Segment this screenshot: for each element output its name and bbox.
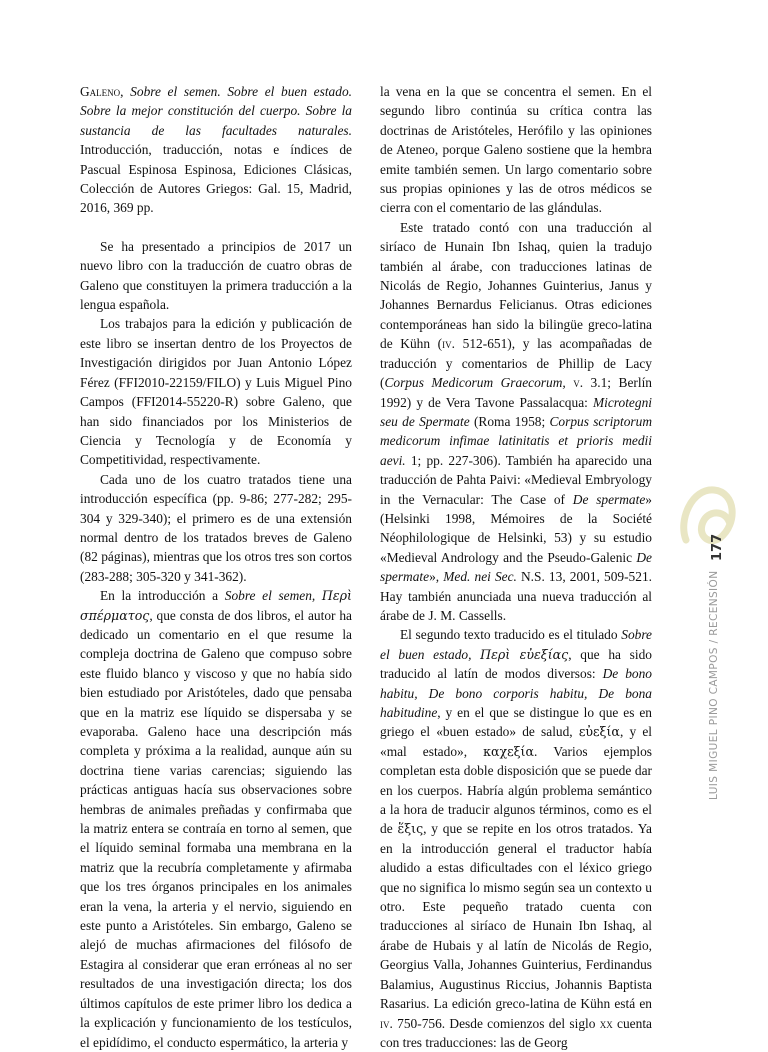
text-run: . 750-756. Desde comienzos del siglo [389, 1015, 600, 1031]
text-run: la vena en la que se concentra el semen. En el segundo libro continúa su crítica contra las doctrinas de Aristóteles, Herófilo y las opiniones de Ateneo, porque Galeno sostiene que la hembra emite también semen. Un largo comentario sobre sus propias opiniones y las de otros médicos se cierra con el comentario de las glándulas. [380, 84, 652, 216]
text-run: Introducción, traducción, notas e índices de Pascual Espinosa Espinosa, Ediciones Clásicas, Colección de Autores Griegos: Gal. 15, Madrid, 2016, 369 pp. [80, 142, 352, 216]
text-run: v [573, 375, 580, 391]
text-run: Corpus Medicorum Graecorum, [384, 375, 566, 391]
text-run: , que ha sido traducido al latín de modos diversos: [380, 646, 653, 682]
text-run: De bono habitu, De bono corporis habitu, De bona habitudine [380, 666, 652, 720]
page-number: 177 [710, 533, 725, 561]
text-run: ἕξις [397, 821, 424, 837]
text-run: 1; pp. 227-306). También ha aparecido una traducción de Pahta Paivi: «Medieval Embryology in the Vernacular: The Case of [380, 452, 652, 507]
text-run: Galeno [80, 84, 121, 99]
decorative-swirl-icon [674, 480, 744, 560]
paragraph [380, 82, 652, 218]
right-column [380, 82, 652, 1052]
text-run: εὐεξία [578, 724, 620, 740]
text-run: Se ha presentado a principios de 2017 un nuevo libro con la traducción de cuatro obras de Galeno que constituyen la primera traducción a la lengua española. [80, 238, 352, 313]
text-run: », [429, 569, 444, 585]
text-run: Los trabajos para la edición y publicación de este libro se insertan dentro de los Proyectos de Investigación dirigidos por Juan Antonio López Férez (FFI2010-22159/FILO) y Luis Miguel Pino Campos (FFI2014-55220-R) sobre Galeno, que han sido financiados por los Ministerios de Ciencia y Tecnología y de Economía y Competitividad, respectivamente. [80, 316, 352, 468]
text-run: . Varios ejemplos completan esta doble disposición que se puede dar en los cuerpos. Habría algún problema semántico a la hora de traducir algunos términos, como es el de [380, 743, 652, 837]
text-run: N.S. 13, 2001, 509-521. Hay también anunciada una nueva traducción al árabe de J. M. Cassells. [380, 569, 652, 623]
text-run: , que consta de dos libros, el autor ha dedicado un comentario en el que resume la compleja doctrina de Galeno que compuso sobre este fluido blanco y viscoso y que no había sido bien estudiado por Aristóteles, dado que pensaba que en la matriz ese líquido se dispersaba y se evaporaba. Galeno hace una descripción más completa y próxima a la realidad, aunque aún su doctrina tiene varias carencias; siguiendo las prácticas antiguas hacía sus observaciones sobre hembras de animales preñadas y confirmaba que la matriz entera se contraía en torno al semen, que el líquido seminal formaba una membrana en la matriz que la recubría completamente y afirmaba que los tres órganos principales en los animales eran la vena, la arteria y el nervio, siguiendo en este punto a Aristóteles. Sin embargo, Galeno se alejó de muchas afirmaciones del filósofo de Estagira al considerar que eran erróneas al no ser resultados de una investigación directa; los dos últimos capítulos de este primer libro los dedica a la explicación y funcionamiento de los testículos, el epidídimo, el conducto espermático, la arteria y [80, 607, 352, 1050]
paragraph [80, 470, 352, 586]
text-run: Sobre el buen estado, [380, 627, 652, 662]
text-run: De spermate [572, 491, 646, 507]
text-run: El segundo texto traducido es el titulado [400, 627, 622, 643]
text-run: . 512-651), y las acompañadas de traducción y comentarios de Phillip de Lacy ( [380, 336, 652, 391]
text-run: iv [380, 1015, 390, 1031]
paragraph [80, 314, 352, 469]
text-run: Med. nei Sec. [443, 569, 517, 585]
running-head: LUIS MIGUEL PINO CAMPOS / RECENSIÓN [708, 570, 720, 800]
paragraph [80, 586, 352, 1052]
text-run: Microtegni seu de Spermate [380, 394, 652, 429]
left-column [80, 82, 352, 1052]
text-run: De spermate [380, 549, 652, 585]
text-run: En la introducción a [100, 588, 225, 604]
text-run: Περὶ εὐεξίας [480, 646, 569, 662]
text-run: Corpus scriptorum medicorum infimae latinitatis et prioris medii aevi. [380, 413, 652, 468]
text-run: Cada uno de los cuatro tratados tiene una introducción específica (pp. 9-86; 277-282; 295-304 y 329-340); el primero es de una extensión normal dentro de los tratados breves de Galeno (82 páginas), mientras que los otros tres son cortos (283-288; 305-320 y 341-362). [80, 471, 352, 584]
paragraph [380, 218, 652, 626]
text-run: Περὶ σπέρματος [80, 588, 352, 623]
paragraph [80, 237, 352, 315]
text-run: Sobre el semen, [224, 588, 322, 604]
paragraph [380, 625, 652, 1052]
text-run: xx [599, 1015, 613, 1031]
text-run: , y en el que se distingue lo que es en griego el «buen estado» de salud, [380, 705, 652, 740]
text-run: , [120, 84, 131, 99]
book-citation [80, 82, 352, 218]
text-run: cuenta con tres traducciones: las de Georg [380, 1015, 652, 1050]
text-run: . 3.1; Berlín 1992) y de Vera Tavone Passalacqua: [380, 375, 652, 410]
text-run: , y el «mal estado», [380, 724, 653, 759]
text-run: Sobre el semen. Sobre el buen estado. Sobre la mejor constitución del cuerpo. Sobre la sustancia de las facultades naturales. [80, 84, 352, 138]
text-run: , y que se repite en los otros tratados. Ya en la introducción general el traductor había aludido a estas dificultades con el léxico griego que no significa lo mismo según sea un contexto u otro. Este pequeño tratado cuenta con traducciones al siríaco de Hunain Ibn Ishaq, al árabe de Hubais y al latín de Nicolás de Regio, Georgius Valla, Johannes Guinterius, Ferdinandus Balamius, Augustinus Riccius, Johannis Baptista Rasarius. La edición greco-latina de Kühn está en [380, 821, 652, 1012]
text-run: iv [442, 336, 452, 352]
text-run: Este tratado contó con una traducción al siríaco de Hunain Ibn Ishaq, quien la tradujo también al árabe, con traducciones latinas de Nicolás de Regio, Johannes Guinterius, Janus y Johannes Bernardus Felicianus. Otras ediciones contemporáneas han sido la bilingüe greco-latina de Kühn ( [380, 219, 652, 352]
text-run: » (Helsinki 1998, Mémoires de la Société Néophilologique de Helsinki, 53) y su estudio «Medieval Andrology and the Pseudo-Galenic [380, 491, 652, 565]
text-run: καχεξία [483, 743, 535, 759]
text-run: (Roma 1958; [469, 413, 550, 429]
